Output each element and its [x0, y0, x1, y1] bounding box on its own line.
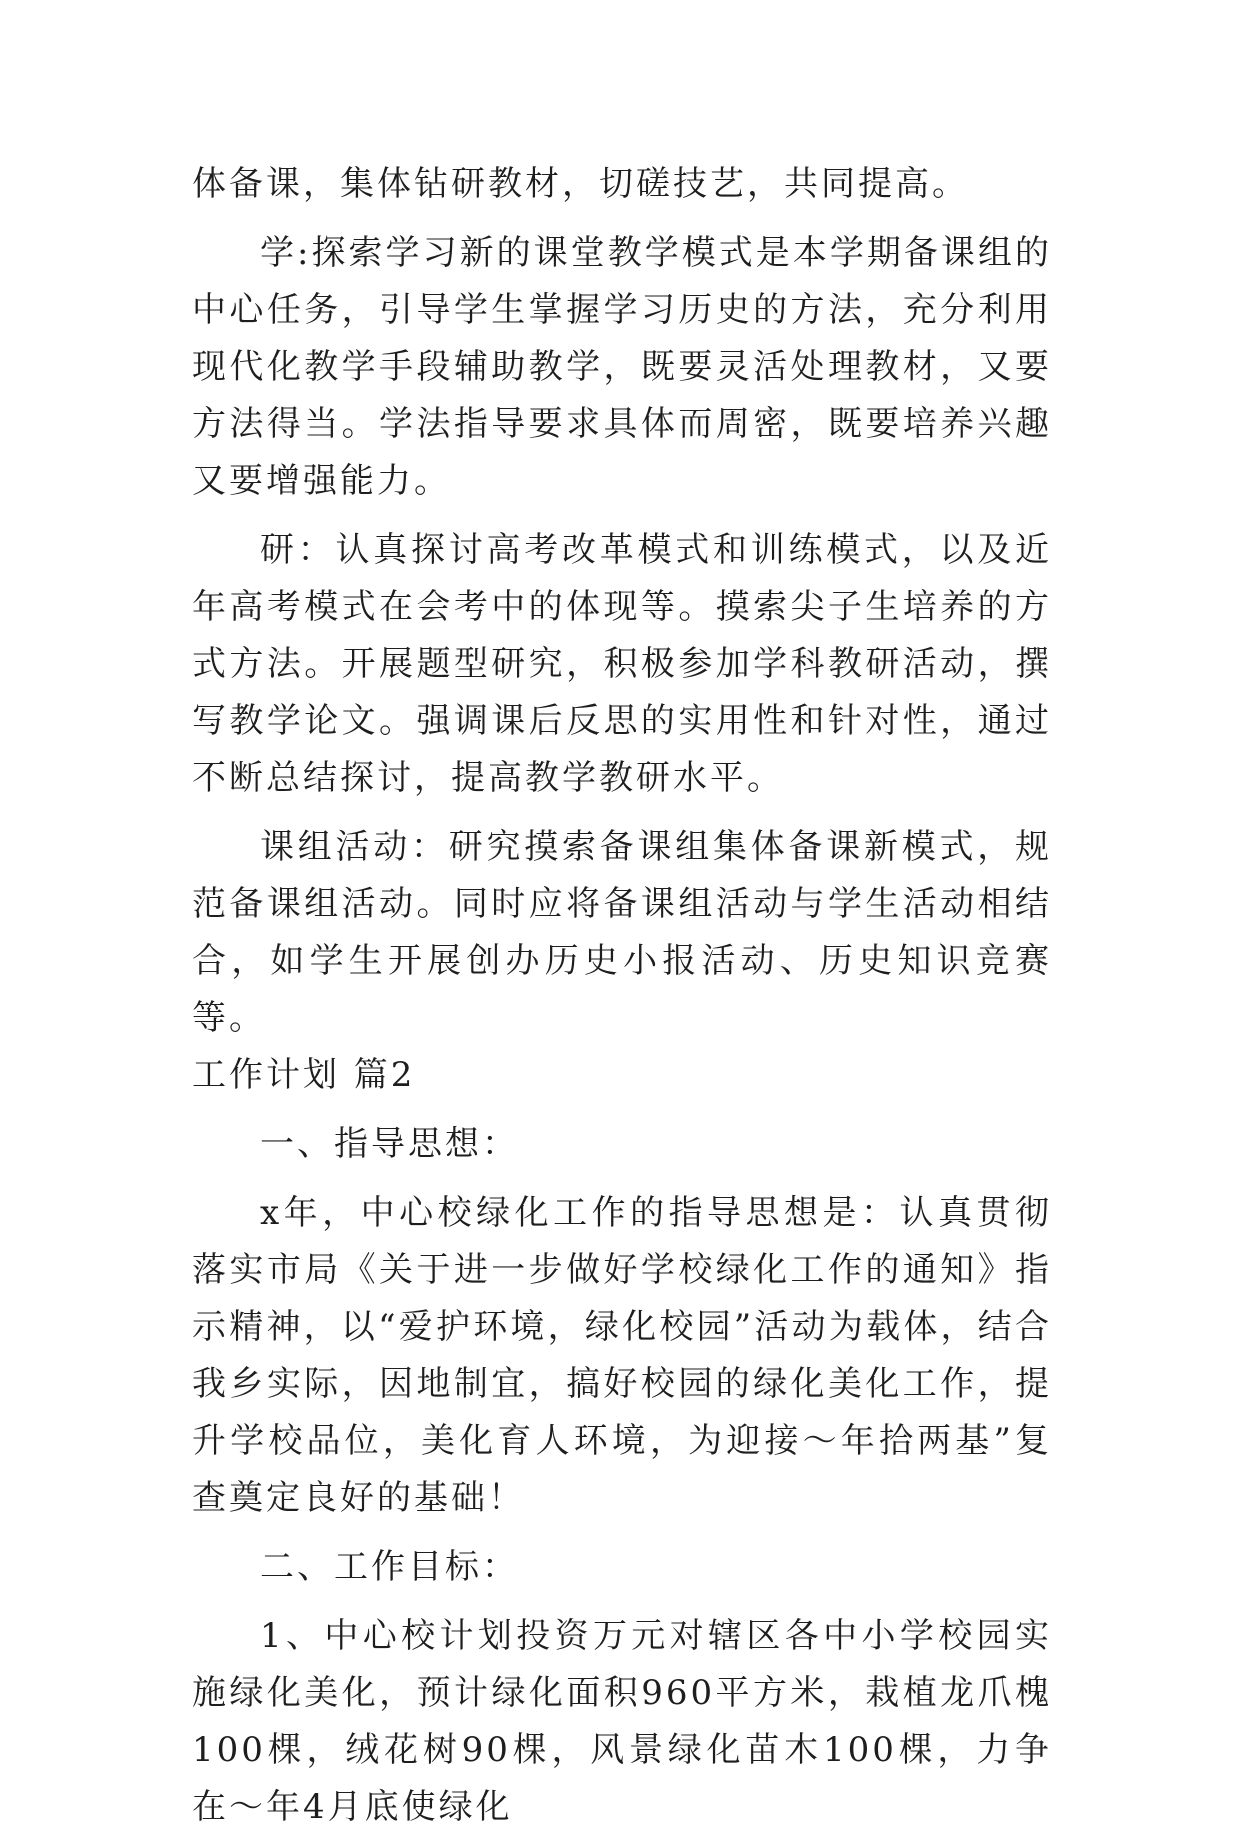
paragraph-1: 体备课，集体钻研教材，切磋技艺，共同提高。	[192, 164, 969, 204]
paragraph-4: 课组活动：研究摸索备课组集体备课新模式，规范备课组活动。同时应将备课组活动与学生活动相结合，如学生开展创办历史小报活动、历史知识竞赛等。	[192, 827, 1052, 1038]
section-paragraph-2: x年，中心校绿化工作的指导思想是：认真贯彻落实市局《关于进一步做好学校绿化工作的通知》指示精神，以“爱护环境，绿化校园”活动为载体，结合我乡实际，因地制宜，搞好校园的绿化美化工作，提升学校品位，美化育人环境，为迎接～年拾两基”复查奠定良好的基础！	[192, 1193, 1052, 1518]
section-paragraph-3: 二、工作目标：	[260, 1547, 519, 1587]
section-paragraph-1: 一、指导思想：	[260, 1124, 519, 1164]
paragraph-2: 学:探索学习新的课堂教学模式是本学期备课组的中心任务，引导学生掌握学习历史的方法，充分利用现代化教学手段辅助教学，既要灵活处理教材，又要方法得当。学法指导要求具体而周密，既要培养兴趣又要增强能力。	[192, 233, 1052, 501]
paragraph-3: 研：认真探讨高考改革模式和训练模式，以及近年高考模式在会考中的体现等。摸索尖子生培养的方式方法。开展题型研究，积极参加学科教研活动，撰写教学论文。强调课后反思的实用性和针对性，通过不断总结探讨，提高教学教研水平。	[192, 530, 1052, 798]
section-heading: 工作计划 篇2	[192, 1055, 416, 1095]
document-body	[192, 156, 1052, 1836]
section-paragraph-4: 1、中心校计划投资万元对辖区各中小学校园实施绿化美化，预计绿化面积960平方米，栽植龙爪槐100棵，绒花树90棵，风景绿化苗木100棵，力争在～年4月底使绿化	[192, 1616, 1052, 1827]
